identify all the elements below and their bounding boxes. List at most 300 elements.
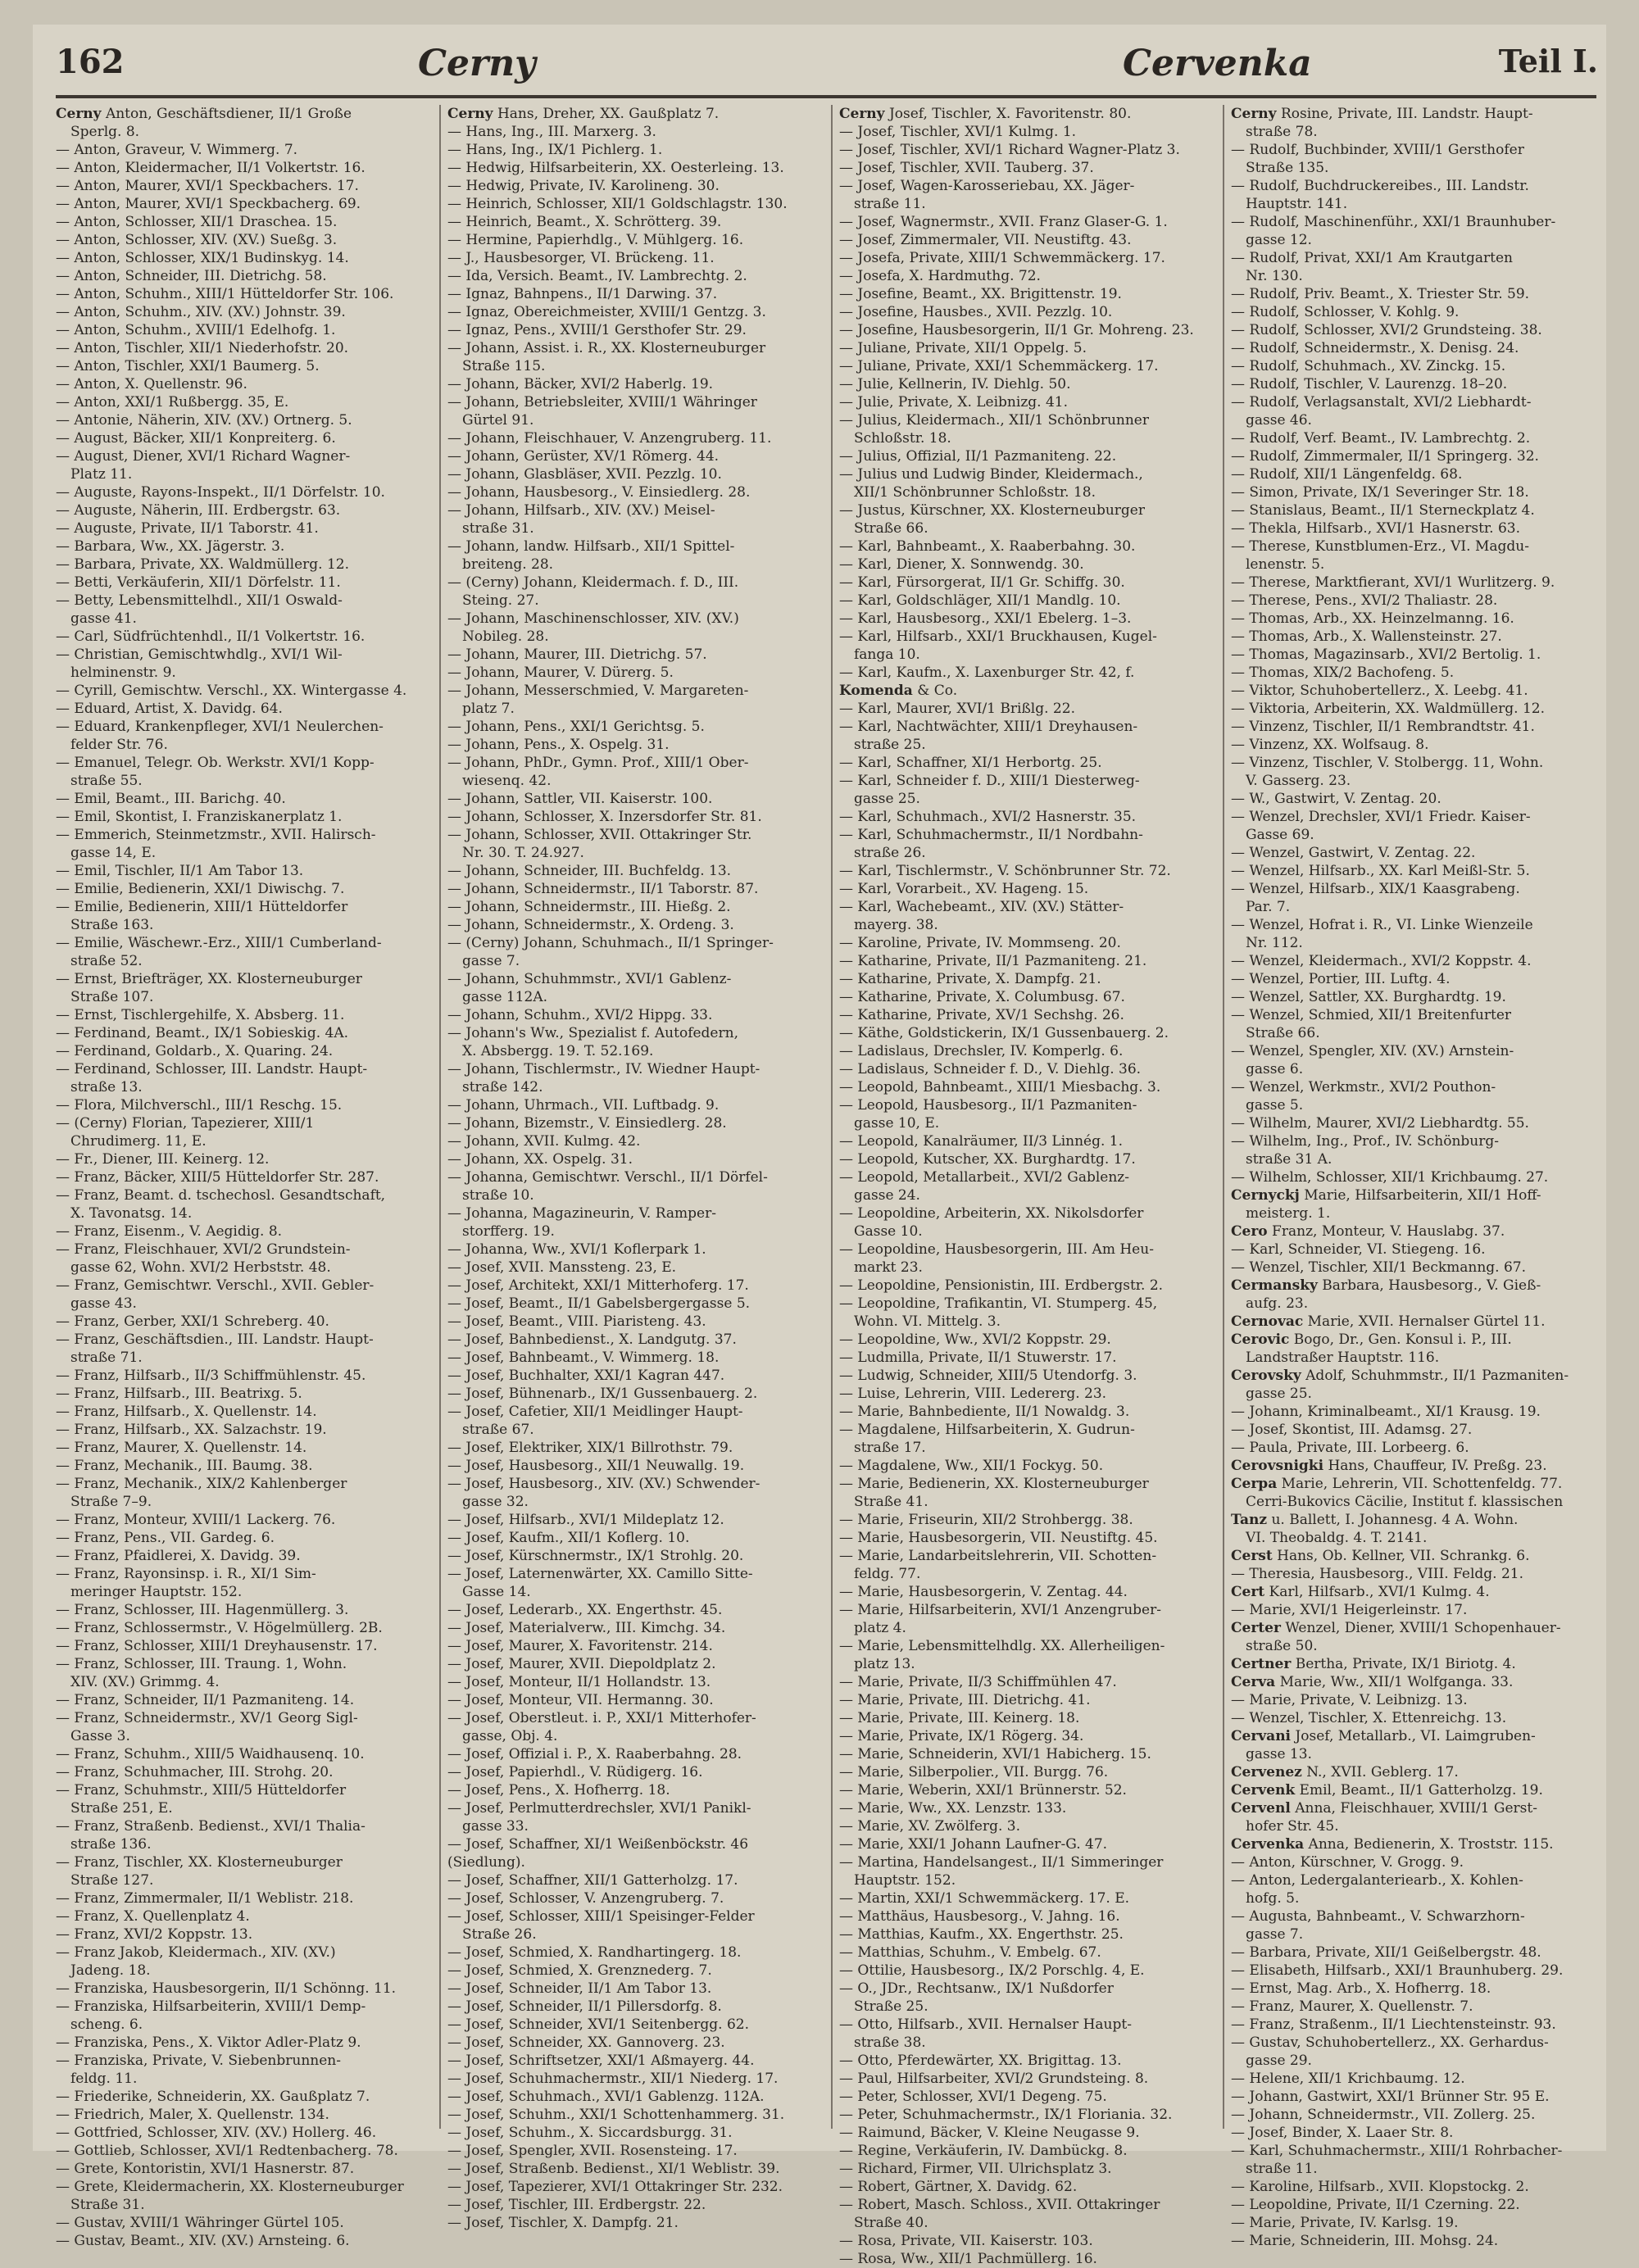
directory-entry-line: — Betti, Verkäuferin, XII/1 Dörfelstr. 11. xyxy=(56,574,341,591)
directory-entry-line: — Rudolf, Priv. Beamt., X. Triester Str. 59. xyxy=(1231,286,1530,302)
directory-entry-line: meringer Hauptstr. 152. xyxy=(70,1584,243,1600)
directory-entry-line: — Rudolf, Verf. Beamt., IV. Lambrechtg. 2. xyxy=(1231,430,1531,447)
directory-entry-line: — Martin, XXI/1 Schwemmäckerg. 17. E. xyxy=(839,1890,1130,1907)
surname-heading: Komenda xyxy=(839,683,913,699)
directory-entry-line: — Josefine, Hausbesorgerin, II/1 Gr. Mohreng. 23. xyxy=(839,322,1194,338)
directory-entry-line: — Karl, Schuhmach., XVI/2 Hasnerstr. 35. xyxy=(839,809,1137,825)
directory-entry-line: — Josef, Tischler, XVI/1 Richard Wagner-Platz 3. xyxy=(839,142,1180,158)
directory-entry-line: Platz 11. xyxy=(70,466,133,483)
directory-entry-line: feldg. 77. xyxy=(854,1566,921,1582)
directory-entry-line: — Franz, Pens., VII. Gardeg. 6. xyxy=(56,1530,275,1546)
directory-entry-line: — Richard, Firmer, VII. Ulrichsplatz 3. xyxy=(839,2161,1112,2177)
directory-entry-line: — Julius und Ludwig Binder, Kleidermach., xyxy=(839,466,1143,483)
directory-entry-line: Straße 107. xyxy=(70,989,154,1005)
directory-entry-line: — Josef, Schneider, II/1 Am Tabor 13. xyxy=(447,1980,712,1997)
directory-entry-line: — Rudolf, Buchdruckereibes., III. Landstr. xyxy=(1231,178,1529,194)
directory-entry-line: — Wenzel, Drechsler, XVI/1 Friedr. Kaiser- xyxy=(1231,809,1531,825)
directory-entry-line: — Ferdinand, Schlosser, III. Landstr. Haupt- xyxy=(56,1061,368,1077)
directory-entry-line: — Josef, Schlosser, XIII/1 Speisinger-Felder xyxy=(447,1908,755,1925)
directory-entry-line: — Wenzel, Portier, III. Luftg. 4. xyxy=(1231,971,1451,987)
directory-entry-line: — Karl, Fürsorgerat, II/1 Gr. Schiffg. 30. xyxy=(839,574,1125,591)
directory-entry-line: — Josef, Schuhmachermstr., XII/1 Niederg. 17. xyxy=(447,2071,779,2087)
directory-entry-line: platz 13. xyxy=(854,1656,915,1672)
directory-entry-line: — Johann, Schlosser, XVII. Ottakringer Str. xyxy=(447,827,752,843)
directory-entry-line: — Josef, Schneider, II/1 Pillersdorfg. 8. xyxy=(447,1998,722,2015)
directory-entry-line: — Josef, Architekt, XXI/1 Mitterhoferg. 17. xyxy=(447,1277,749,1294)
directory-entry-line: — Thekla, Hilfsarb., XVI/1 Hasnerstr. 63. xyxy=(1231,520,1521,537)
directory-entry-line: — Ida, Versich. Beamt., IV. Lambrechtg. 2. xyxy=(447,268,747,284)
directory-entry-line: Cerovsnigki Hans, Chauffeur, IV. Preßg. 23. xyxy=(1231,1458,1547,1474)
directory-entry-line: — Otto, Pferdewärter, XX. Brigittag. 13. xyxy=(839,2053,1122,2069)
directory-entry-line: — J., Hausbesorger, VI. Brückeng. 11. xyxy=(447,250,715,266)
directory-entry-line: — Franz, Straßenb. Bedienst., XVI/1 Thalia- xyxy=(56,1818,365,1835)
directory-entry-line: — Karl, Schneider f. D., XIII/1 Diesterweg- xyxy=(839,773,1140,789)
directory-entry-line: — Auguste, Private, II/1 Taborstr. 41. xyxy=(56,520,319,537)
directory-entry-line: — Eduard, Krankenpfleger, XVI/1 Neulerchen- xyxy=(56,719,384,735)
directory-entry-line: — Otto, Hilfsarb., XVII. Hernalser Haupt- xyxy=(839,2016,1132,2033)
directory-entry-line: — Johann, Gerüster, XV/1 Römerg. 44. xyxy=(447,448,720,465)
directory-entry-line: — Karl, Schneider, VI. Stiegeng. 16. xyxy=(1231,1241,1486,1258)
directory-entry-line: — Viktor, Schuhobertellerz., X. Leebg. 41. xyxy=(1231,683,1528,699)
directory-entry-line: — (Cerny) Johann, Kleidermach. f. D., III. xyxy=(447,574,739,591)
surname-heading: Cervenk xyxy=(1231,1782,1296,1799)
directory-entry-line: Cernovac Marie, XVII. Hernalser Gürtel 11. xyxy=(1231,1313,1546,1330)
directory-entry-line: — Franz, Pfaidlerei, X. Davidg. 39. xyxy=(56,1548,301,1564)
directory-entry-line: — Josef, Beamt., VIII. Piaristeng. 43. xyxy=(447,1313,706,1330)
directory-entry-line: — Johann, PhDr., Gymn. Prof., XIII/1 Ober- xyxy=(447,755,749,771)
directory-entry-line: platz 4. xyxy=(854,1620,906,1636)
directory-entry-line: Schloßstr. 18. xyxy=(854,430,951,447)
directory-entry-line: — Marie, Schneiderin, XVI/1 Habicherg. 15. xyxy=(839,1746,1151,1762)
directory-entry-line: XIV. (XV.) Grimmg. 4. xyxy=(70,1674,220,1690)
directory-entry-line: straße 50. xyxy=(1246,1638,1318,1654)
directory-entry-line: — Heinrich, Beamt., X. Schrötterg. 39. xyxy=(447,214,722,230)
directory-entry-line: aufg. 23. xyxy=(1246,1295,1309,1312)
directory-entry-line: — Josef, Perlmutterdrechsler, XVI/1 Panikl- xyxy=(447,1800,751,1817)
directory-entry-line: — Josef, Schlosser, V. Anzengruberg. 7. xyxy=(447,1890,724,1907)
directory-entry-line: gasse 7. xyxy=(1246,1926,1304,1943)
directory-entry-line: — Johann, Bäcker, XVI/2 Haberlg. 19. xyxy=(447,376,714,392)
directory-entry-line: Straße 66. xyxy=(854,520,928,537)
directory-entry-line: — Anton, Schuhm., XVIII/1 Edelhofg. 1. xyxy=(56,322,336,338)
directory-entry-line: — Josef, Kürschnermstr., IX/1 Strohlg. 20. xyxy=(447,1548,744,1564)
directory-entry-line: straße 142. xyxy=(462,1079,543,1095)
directory-entry-line: — Josef, Cafetier, XII/1 Meidlinger Haupt- xyxy=(447,1404,743,1420)
directory-entry-line: storfferg. 19. xyxy=(462,1223,555,1240)
directory-entry-line: — Johann, XVII. Kulmg. 42. xyxy=(447,1133,641,1150)
directory-entry-line: — Leopoldine, Pensionistin, III. Erdbergstr. 2. xyxy=(839,1277,1164,1294)
directory-entry-line: — (Cerny) Florian, Tapezierer, XIII/1 xyxy=(56,1115,315,1132)
directory-entry-line: Straße 115. xyxy=(462,358,546,374)
directory-entry-line: — Julie, Private, X. Leibnizg. 41. xyxy=(839,394,1068,411)
surname-heading: Cervenez xyxy=(1231,1764,1302,1780)
directory-entry-line: gasse 12. xyxy=(1246,232,1312,248)
directory-entry-line: — Gustav, Schuhobertellerz., XX. Gerhardus- xyxy=(1231,2034,1549,2051)
directory-entry-line: — Leopold, Kanalräumer, II/3 Linnég. 1. xyxy=(839,1133,1124,1150)
directory-entry-line: — Julie, Kellnerin, IV. Diehlg. 50. xyxy=(839,376,1071,392)
directory-entry-line: — Emil, Skontist, I. Franziskanerplatz 1. xyxy=(56,809,343,825)
directory-entry-line: — Josef, Elektriker, XIX/1 Billrothstr. 79. xyxy=(447,1440,733,1456)
directory-entry-line: — Josefa, Private, XIII/1 Schwemmäckerg. 17. xyxy=(839,250,1165,266)
directory-entry-line: Straße 25. xyxy=(854,1998,928,2015)
surname-heading: Cervani xyxy=(1231,1728,1292,1744)
surname-heading: Cermansky xyxy=(1231,1277,1318,1294)
directory-entry-line: — Emanuel, Telegr. Ob. Werkstr. XVI/1 Kopp- xyxy=(56,755,375,771)
directory-entry-line: — Stanislaus, Beamt., II/1 Sterneckplatz 4. xyxy=(1231,502,1535,519)
directory-entry-line: — Josef, Beamt., II/1 Gabelsbergergasse 5. xyxy=(447,1295,751,1312)
directory-entry-line: — Käthe, Goldstickerin, IX/1 Gussenbauerg. 2. xyxy=(839,1025,1169,1041)
directory-entry-line: — Franz Jakob, Kleidermach., XIV. (XV.) xyxy=(56,1944,336,1961)
directory-entry-line: — Wenzel, Kleidermach., XVI/2 Koppstr. 4. xyxy=(1231,953,1532,969)
directory-entry-line: gasse 13. xyxy=(1246,1746,1312,1762)
directory-entry-line: — Leopold, Hausbesorg., II/1 Pazmaniten- xyxy=(839,1097,1137,1114)
directory-entry-line: — Juliane, Private, XII/1 Oppelg. 5. xyxy=(839,340,1087,356)
directory-entry-line: Cerri-Bukovics Cäcilie, Institut f. klassischen xyxy=(1246,1494,1564,1510)
directory-entry-line: — Raimund, Bäcker, V. Kleine Neugasse 9. xyxy=(839,2125,1140,2141)
directory-entry-line: — Gottlieb, Schlosser, XVI/1 Redtenbacherg. 78. xyxy=(56,2143,398,2159)
directory-entry-line: Straße 127. xyxy=(70,1872,154,1889)
directory-entry-line: — Wenzel, Hilfsarb., XX. Karl Meißl-Str. 5. xyxy=(1231,863,1530,879)
directory-entry-line: Straße 163. xyxy=(70,917,154,933)
directory-entry-line: — Hermine, Papierhdlg., V. Mühlgerg. 16. xyxy=(447,232,744,248)
directory-entry-line: — Helene, XII/1 Krichbaumg. 12. xyxy=(1231,2071,1465,2087)
directory-entry-line: Cerny Josef, Tischler, X. Favoritenstr. 80. xyxy=(839,106,1132,122)
directory-entry-line: — Josef, Bühnenarb., IX/1 Gussenbauerg. 2. xyxy=(447,1386,758,1402)
directory-entry-line: Wohn. VI. Mittelg. 3. xyxy=(854,1313,1001,1330)
directory-entry-line: — Cyrill, Gemischtw. Verschl., XX. Wintergasse 4. xyxy=(56,683,407,699)
directory-entry-line: straße 38. xyxy=(854,2034,926,2051)
directory-entry-line: Cerovic Bogo, Dr., Gen. Konsul i. P., III. xyxy=(1231,1331,1512,1348)
directory-entry-line: — Auguste, Rayons-Inspekt., II/1 Dörfelstr. 10. xyxy=(56,484,385,501)
directory-entry-line: Straße 66. xyxy=(1246,1025,1320,1041)
directory-entry-line: — Anton, Schlosser, XII/1 Draschea. 15. xyxy=(56,214,338,230)
directory-entry-line: — Josef, Tischler, XVII. Tauberg. 37. xyxy=(839,160,1094,176)
directory-entry-line: — Leopoldine, Arbeiterin, XX. Nikolsdorfer xyxy=(839,1205,1144,1222)
directory-entry-line: — Anton, Kleidermacher, II/1 Volkertstr. 16. xyxy=(56,160,365,176)
directory-entry-line: straße 136. xyxy=(70,1836,152,1853)
directory-entry-line: straße 25. xyxy=(854,737,926,753)
directory-entry-line: — Karl, Tischlermstr., V. Schönbrunner Str. 72. xyxy=(839,863,1171,879)
directory-entry-line: — Josef, Straßenb. Bedienst., XI/1 Weblistr. 39. xyxy=(447,2161,780,2177)
directory-entry-line: — Wenzel, Tischler, XII/1 Beckmanng. 67. xyxy=(1231,1259,1527,1276)
directory-entry-line: — Josef, Maurer, XVII. Diepoldplatz 2. xyxy=(447,1656,716,1672)
directory-entry-line: — Marie, Private, IV. Karlsg. 19. xyxy=(1231,2215,1459,2231)
directory-entry-line: Cermansky Barbara, Hausbesorg., V. Gieß- xyxy=(1231,1277,1541,1294)
directory-entry-line: — Wilhelm, Maurer, XVI/2 Liebhardtg. 55. xyxy=(1231,1115,1529,1132)
directory-entry-line: — Ignaz, Pens., XVIII/1 Gersthofer Str. 29. xyxy=(447,322,747,338)
directory-entry-line: — Magdalene, Ww., XII/1 Fockyg. 50. xyxy=(839,1458,1104,1474)
directory-entry-line: Straße 40. xyxy=(854,2215,928,2231)
directory-entry-line: gasse 41. xyxy=(70,610,137,627)
directory-entry-line: — Wilhelm, Ing., Prof., IV. Schönburg- xyxy=(1231,1133,1499,1150)
directory-entry-line: straße 31. xyxy=(462,520,534,537)
directory-entry-line: Straße 7–9. xyxy=(70,1494,152,1510)
directory-entry-line: X. Absbergg. 19. T. 52.169. xyxy=(462,1043,654,1059)
directory-entry-line: — Josef, Tischler, III. Erdbergstr. 22. xyxy=(447,2197,706,2213)
directory-entry-line: — Rudolf, Tischler, V. Laurenzg. 18–20. xyxy=(1231,376,1508,392)
directory-entry-line: — Ladislaus, Schneider f. D., V. Diehlg. 36. xyxy=(839,1061,1142,1077)
directory-entry-line: — Marie, Private, III. Dietrichg. 41. xyxy=(839,1692,1091,1708)
surname-heading: Tanz xyxy=(1231,1512,1268,1528)
directory-entry-line: straße 17. xyxy=(854,1440,926,1456)
directory-entry-line: — Elisabeth, Hilfsarb., XXI/1 Braunhuberg. 29. xyxy=(1231,1962,1564,1979)
directory-entry-line: — Ignaz, Obereichmeister, XVIII/1 Gentzg. 3. xyxy=(447,304,766,320)
directory-entry-line: — Franz, Schlosser, III. Hagenmüllerg. 3. xyxy=(56,1602,349,1618)
directory-entry-line: — Karl, Hilfsarb., XXI/1 Bruckhausen, Kugel- xyxy=(839,628,1157,645)
directory-entry-line: hofg. 5. xyxy=(1246,1890,1300,1907)
directory-entry-line: — Johann, Schneidermstr., X. Ordeng. 3. xyxy=(447,917,734,933)
directory-entry-line: — Josef, Tischler, X. Dampfg. 21. xyxy=(447,2215,679,2231)
directory-entry-line: — Josef, Monteur, VII. Hermanng. 30. xyxy=(447,1692,714,1708)
directory-entry-line: — Marie, Lebensmittelhdlg. XX. Allerheiligen- xyxy=(839,1638,1165,1654)
directory-entry-line: feldg. 11. xyxy=(70,2071,138,2087)
directory-entry-line: — Franz, Schlossermstr., V. Högelmüllerg. 2B. xyxy=(56,1620,383,1636)
directory-entry-line: gasse 6. xyxy=(1246,1061,1304,1077)
directory-entry-line: — Anton, Tischler, XXI/1 Baumerg. 5. xyxy=(56,358,320,374)
directory-entry-line: — Rudolf, Buchbinder, XVIII/1 Gersthofer xyxy=(1231,142,1524,158)
column-2 xyxy=(447,105,808,2231)
directory-entry-line: — Hans, Ing., IX/1 Pichlerg. 1. xyxy=(447,142,663,158)
directory-entry-line: — Franz, Hilfsarb., X. Quellenstr. 14. xyxy=(56,1404,317,1420)
directory-entry-line: — Julius, Kleidermach., XII/1 Schönbrunner xyxy=(839,412,1149,429)
directory-entry-line: — Josef, Schneider, XX. Gannoverg. 23. xyxy=(447,2034,725,2051)
directory-entry-line: — Karl, Hausbesorg., XXI/1 Ebelerg. 1–3. xyxy=(839,610,1132,627)
directory-entry-line: — Anton, Schuhm., XIII/1 Hütteldorfer Str. 106. xyxy=(56,286,394,302)
directory-entry-line: — Gottfried, Schlosser, XIV. (XV.) Hollerg. 46. xyxy=(56,2125,377,2141)
surname-heading: Cernovac xyxy=(1231,1313,1304,1330)
directory-entry-line: — Therese, Pens., XVI/2 Thaliastr. 28. xyxy=(1231,592,1498,609)
directory-entry-line: — Josefine, Beamt., XX. Brigittenstr. 19. xyxy=(839,286,1122,302)
directory-entry-line: — Luise, Lehrerin, VIII. Ledererg. 23. xyxy=(839,1386,1107,1402)
directory-entry-line: — Marie, Bahnbediente, II/1 Nowaldg. 3. xyxy=(839,1404,1130,1420)
directory-entry-line: — Karl, Diener, X. Sonnwendg. 30. xyxy=(839,556,1084,573)
directory-entry-line: straße 67. xyxy=(462,1422,534,1438)
directory-entry-line: — Josef, Hausbesorg., XIV. (XV.) Schwender- xyxy=(447,1476,760,1492)
directory-entry-line: fanga 10. xyxy=(854,646,920,663)
directory-entry-line: — Josef, Schmied, X. Randhartingerg. 18. xyxy=(447,1944,742,1961)
directory-entry-line: — W., Gastwirt, V. Zentag. 20. xyxy=(1231,791,1442,807)
directory-entry-line: — Justus, Kürschner, XX. Klosterneuburger xyxy=(839,502,1145,519)
directory-entry-line: — Josef, Laternenwärter, XX. Camillo Sitte- xyxy=(447,1566,753,1582)
directory-entry-line: — Josef, Buchhalter, XXI/1 Kagran 447. xyxy=(447,1368,725,1384)
column-divider xyxy=(439,105,441,2129)
directory-entry-line: — Johann, XX. Ospelg. 31. xyxy=(447,1151,633,1168)
surname-heading: Cervenka xyxy=(1231,1836,1305,1853)
directory-entry-line: — Josef, Schaffner, XII/1 Gatterholzg. 17. xyxy=(447,1872,738,1889)
directory-entry-line: — Johanna, Gemischtwr. Verschl., II/1 Dörfel- xyxy=(447,1169,768,1186)
directory-entry-line: — Matthias, Kaufm., XX. Engerthstr. 25. xyxy=(839,1926,1124,1943)
directory-entry-line: — Josefa, X. Hardmuthg. 72. xyxy=(839,268,1041,284)
directory-entry-line: — Leopoldine, Trafikantin, VI. Stumperg. 45, xyxy=(839,1295,1158,1312)
directory-entry-line: — Karl, Wachebeamt., XIV. (XV.) Stätter- xyxy=(839,899,1124,915)
directory-entry-line: — Rudolf, Maschinenführ., XXI/1 Braunhuber- xyxy=(1231,214,1556,230)
directory-entry-line: felder Str. 76. xyxy=(70,737,168,753)
directory-entry-line: — Karl, Schaffner, XI/1 Herbortg. 25. xyxy=(839,755,1102,771)
directory-entry-line: — Johann, Schuhm., XVI/2 Hippg. 33. xyxy=(447,1007,713,1023)
directory-entry-line: — Emil, Beamt., III. Barichg. 40. xyxy=(56,791,286,807)
directory-entry-line: — Hedwig, Hilfsarbeiterin, XX. Oesterleing. 13. xyxy=(447,160,784,176)
directory-entry-line: — Josef, XVII. Manssteng. 23, E. xyxy=(447,1259,677,1276)
directory-entry-line: straße 11. xyxy=(1246,2161,1318,2177)
directory-entry-line: — Friederike, Schneiderin, XX. Gaußplatz 7. xyxy=(56,2089,370,2105)
directory-entry-line: — Josef, Lederarb., XX. Engerthstr. 45. xyxy=(447,1602,723,1618)
directory-entry-line: — Johann, Maschinenschlosser, XIV. (XV.) xyxy=(447,610,739,627)
directory-entry-line: straße 78. xyxy=(1246,124,1318,140)
surname-heading: Cerny xyxy=(1231,106,1277,122)
directory-entry-line: — Vinzenz, Tischler, V. Stolbergg. 11, Wohn. xyxy=(1231,755,1544,771)
directory-entry-line: V. Gasserg. 23. xyxy=(1246,773,1351,789)
directory-entry-line: — Antonie, Näherin, XIV. (XV.) Ortnerg. 5. xyxy=(56,412,352,429)
directory-entry-line: Cerpa Marie, Lehrerin, VII. Schottenfeldg. 77. xyxy=(1231,1476,1563,1492)
directory-entry-line: — Marie, Landarbeitslehrerin, VII. Schotten- xyxy=(839,1548,1157,1564)
directory-entry-line: — Franziska, Hilfsarbeiterin, XVIII/1 Demp- xyxy=(56,1998,366,2015)
directory-entry-line: — Wilhelm, Schlosser, XII/1 Krichbaumg. 27. xyxy=(1231,1169,1549,1186)
directory-entry-line: — Auguste, Näherin, III. Erdbergstr. 63. xyxy=(56,502,341,519)
directory-entry-line: — Franz, Schneidermstr., XV/1 Georg Sigl- xyxy=(56,1710,358,1726)
directory-entry-line: lenenstr. 5. xyxy=(1246,556,1325,573)
directory-entry-line: — Ernst, Mag. Arb., X. Hofherrg. 18. xyxy=(1231,1980,1491,1997)
directory-entry-line: gasse 14, E. xyxy=(70,845,157,861)
directory-entry-line: helminenstr. 9. xyxy=(70,665,176,681)
directory-entry-line: — Johann, Schneidermstr., VII. Zollerg. 25. xyxy=(1231,2107,1536,2123)
directory-entry-line: — Johanna, Ww., XVI/1 Koflerpark 1. xyxy=(447,1241,706,1258)
directory-entry-line: — Josef, Schriftsetzer, XXI/1 Aßmayerg. 44. xyxy=(447,2053,755,2069)
directory-entry-line: — August, Bäcker, XII/1 Konpreiterg. 6. xyxy=(56,430,336,447)
directory-entry-line: — Thomas, Magazinsarb., XVI/2 Bertolig. 1. xyxy=(1231,646,1541,663)
directory-entry-line: — Johann, Assist. i. R., XX. Klosterneuburger xyxy=(447,340,766,356)
directory-entry-line: — Emilie, Bedienerin, XXI/1 Diwischg. 7. xyxy=(56,881,345,897)
directory-entry-line: — Robert, Masch. Schloss., XVII. Ottakringer xyxy=(839,2197,1160,2213)
directory-entry-line: straße 11. xyxy=(854,196,926,212)
directory-entry-line: — Vinzenz, Tischler, II/1 Rembrandtstr. 41. xyxy=(1231,719,1535,735)
directory-entry-line: — Carl, Südfrüchtenhdl., II/1 Volkertstr. 16. xyxy=(56,628,365,645)
directory-entry-line: — Franz, Eisenm., V. Aegidig. 8. xyxy=(56,1223,283,1240)
directory-entry-line: — Anton, Schuhm., XIV. (XV.) Johnstr. 39. xyxy=(56,304,346,320)
directory-entry-line: — Josef, Schneider, XVI/1 Seitenbergg. 62. xyxy=(447,2016,750,2033)
surname-heading: Cerovic xyxy=(1231,1331,1290,1348)
directory-entry-line: — Franz, Hilfsarb., III. Beatrixg. 5. xyxy=(56,1386,302,1402)
directory-entry-line: Cervenk Emil, Beamt., II/1 Gatterholzg. 19. xyxy=(1231,1782,1543,1799)
directory-entry-line: — Matthäus, Hausbesorg., V. Jahng. 16. xyxy=(839,1908,1120,1925)
directory-entry-line: VI. Theobaldg. 4. T. 2141. xyxy=(1246,1530,1428,1546)
directory-entry-line: — Karl, Kaufm., X. Laxenburger Str. 42, f. xyxy=(839,665,1135,681)
directory-entry-line: — Marie, Friseurin, XII/2 Strohbergg. 38. xyxy=(839,1512,1133,1528)
directory-entry-line: — Franz, Maurer, X. Quellenstr. 7. xyxy=(1231,1998,1473,2015)
directory-entry-line: (Siedlung). xyxy=(447,1854,525,1871)
directory-entry-line: — Franz, Rayonsinsp. i. R., XI/1 Sim- xyxy=(56,1566,316,1582)
column-4 xyxy=(1231,105,1591,2249)
directory-entry-line: — Franziska, Pens., X. Viktor Adler-Platz 9. xyxy=(56,2034,361,2051)
directory-entry-line: — Wenzel, Schmied, XII/1 Breitenfurter xyxy=(1231,1007,1512,1023)
directory-entry-line: straße 52. xyxy=(70,953,143,969)
directory-entry-line: — Anton, Ledergalanteriearb., X. Kohlen- xyxy=(1231,1872,1523,1889)
directory-entry-line: Hauptstr. 141. xyxy=(1246,196,1348,212)
directory-entry-line: — Karl, Goldschläger, XII/1 Mandlg. 10. xyxy=(839,592,1121,609)
directory-entry-line: — Johann, Kriminalbeamt., XI/1 Krausg. 19. xyxy=(1231,1404,1541,1420)
directory-entry-line: — Josef, Schuhm., XXI/1 Schottenhammerg. 31. xyxy=(447,2107,785,2123)
directory-entry-line: — Ernst, Briefträger, XX. Klosterneuburger xyxy=(56,971,362,987)
directory-entry-line: — Ernst, Tischlergehilfe, X. Absberg. 11. xyxy=(56,1007,345,1023)
directory-entry-line: gasse 25. xyxy=(1246,1386,1312,1402)
directory-entry-line: Gürtel 91. xyxy=(462,412,534,429)
directory-entry-line: — Marie, Hilfsarbeiterin, XVI/1 Anzengruber- xyxy=(839,1602,1161,1618)
directory-entry-line: — Josef, Tapezierer, XVI/1 Ottakringer Str. 232. xyxy=(447,2179,783,2195)
directory-entry-line: — Katharine, Private, X. Dampfg. 21. xyxy=(839,971,1101,987)
directory-entry-line: — Josef, Hausbesorg., XII/1 Neuwallg. 19. xyxy=(447,1458,745,1474)
directory-entry-line: — Josef, Binder, X. Laaer Str. 8. xyxy=(1231,2125,1454,2141)
directory-entry-line: — Thomas, Arb., XX. Heinzelmanng. 16. xyxy=(1231,610,1514,627)
directory-entry-line: — Wenzel, Hofrat i. R., VI. Linke Wienzeile xyxy=(1231,917,1533,933)
directory-entry-line: — Leopold, Kutscher, XX. Burghardtg. 17. xyxy=(839,1151,1136,1168)
directory-entry-line: — Franz, XVI/2 Koppstr. 13. xyxy=(56,1926,253,1943)
directory-entry-line: — Vinzenz, XX. Wolfsaug. 8. xyxy=(1231,737,1429,753)
column-divider xyxy=(1223,105,1224,2129)
part-label: Teil I. xyxy=(1498,43,1598,79)
directory-entry-line: — Marie, Hausbesorgerin, V. Zentag. 44. xyxy=(839,1584,1128,1600)
directory-entry-line: gasse 10, E. xyxy=(854,1115,940,1132)
directory-entry-line: — Johann, Fleischhauer, V. Anzengruberg. 11. xyxy=(447,430,772,447)
directory-entry-line: — Heinrich, Schlosser, XII/1 Goldschlagstr. 130. xyxy=(447,196,788,212)
directory-entry-line: — O., JDr., Rechtsanw., IX/1 Nußdorfer xyxy=(839,1980,1114,1997)
directory-entry-line: mayerg. 38. xyxy=(854,917,938,933)
directory-entry-line: — Ferdinand, Goldarb., X. Quaring. 24. xyxy=(56,1043,334,1059)
surname-heading: Cerpa xyxy=(1231,1476,1278,1492)
directory-entry-line: — Johann, Messerschmied, V. Margareten- xyxy=(447,683,749,699)
directory-entry-line: — Karl, Schuhmachermstr., II/1 Nordbahn- xyxy=(839,827,1143,843)
directory-entry-line: — Rosa, Ww., XII/1 Pachmüllerg. 16. xyxy=(839,2251,1097,2267)
directory-entry-line: — Marie, XVI/1 Heigerleinstr. 17. xyxy=(1231,1602,1468,1618)
directory-entry-line: — Rosa, Private, VII. Kaiserstr. 103. xyxy=(839,2233,1093,2249)
directory-entry-line: — Josef, Schuhm., X. Siccardsburgg. 31. xyxy=(447,2125,733,2141)
directory-entry-line: Cervenl Anna, Fleischhauer, XVIII/1 Gerst- xyxy=(1231,1800,1537,1817)
directory-entry-line: — Josef, Bahnbedienst., X. Landgutg. 37. xyxy=(447,1331,737,1348)
directory-entry-line: — Franz, Mechanik., III. Baumg. 38. xyxy=(56,1458,313,1474)
directory-entry-line: — Leopold, Bahnbeamt., XIII/1 Miesbachg. 3. xyxy=(839,1079,1161,1095)
directory-entry-line: — Franz, Maurer, X. Quellenstr. 14. xyxy=(56,1440,307,1456)
directory-entry-line: — Ferdinand, Beamt., IX/1 Sobieskig. 4A. xyxy=(56,1025,349,1041)
directory-entry-line: — Wenzel, Hilfsarb., XIX/1 Kaasgrabeng. xyxy=(1231,881,1520,897)
directory-entry-line: Cervenez N., XVII. Geblerg. 17. xyxy=(1231,1764,1459,1780)
directory-entry-line: — Leopold, Metallarbeit., XVI/2 Gablenz- xyxy=(839,1169,1130,1186)
directory-entry-line: — Grete, Kontoristin, XVI/1 Hasnerstr. 87. xyxy=(56,2161,355,2177)
directory-entry-line: — Josef, Hilfsarb., XVI/1 Mildeplatz 12. xyxy=(447,1512,724,1528)
directory-entry-line: Gasse 14. xyxy=(462,1584,531,1600)
directory-entry-line: — Therese, Kunstblumen-Erz., VI. Magdu- xyxy=(1231,538,1529,555)
directory-entry-line: — Johann, Glasbläser, XVII. Pezzlg. 10. xyxy=(447,466,722,483)
directory-entry-line: — Johann, Uhrmach., VII. Luftbadg. 9. xyxy=(447,1097,720,1114)
directory-entry-line: X. Tavonatsg. 14. xyxy=(70,1205,193,1222)
directory-entry-line: — Ottilie, Hausbesorg., IX/2 Porschlg. 4, E. xyxy=(839,1962,1145,1979)
directory-entry-line: — Marie, Hausbesorgerin, VII. Neustiftg. 45. xyxy=(839,1530,1158,1546)
directory-entry-line: Cerny Anton, Geschäftsdiener, II/1 Große xyxy=(56,106,352,122)
directory-entry-line: Straße 135. xyxy=(1246,160,1329,176)
directory-entry-line: — Josef, Offizial i. P., X. Raaberbahng. 28. xyxy=(447,1746,742,1762)
directory-entry-line: — Josef, Schuhmach., XVI/1 Gablenzg. 112A. xyxy=(447,2089,765,2105)
directory-entry-line: straße 71. xyxy=(70,1349,143,1366)
directory-entry-line: — Anton, Kürschner, V. Grogg. 9. xyxy=(1231,1854,1464,1871)
directory-entry-line: — Leopoldine, Ww., XVI/2 Koppstr. 29. xyxy=(839,1331,1111,1348)
directory-entry-line: — Franz, Monteur, XVIII/1 Lackerg. 76. xyxy=(56,1512,336,1528)
directory-entry-line: Nobileg. 28. xyxy=(462,628,549,645)
column-3 xyxy=(839,105,1200,2267)
directory-entry-line: — Wenzel, Werkmstr., XVI/2 Pouthon- xyxy=(1231,1079,1496,1095)
directory-entry-line: — Franz, Schneider, II/1 Pazmaniteng. 14. xyxy=(56,1692,355,1708)
directory-entry-line: — Marie, Bedienerin, XX. Klosterneuburger xyxy=(839,1476,1149,1492)
directory-entry-line: straße 26. xyxy=(854,845,926,861)
directory-entry-line: — Franz, Straßenm., II/1 Liechtensteinstr. 93. xyxy=(1231,2016,1556,2033)
directory-entry-line: — Marie, Silberpolier., VII. Burgg. 76. xyxy=(839,1764,1109,1780)
directory-entry-line: — Thomas, XIX/2 Bachofeng. 5. xyxy=(1231,665,1455,681)
